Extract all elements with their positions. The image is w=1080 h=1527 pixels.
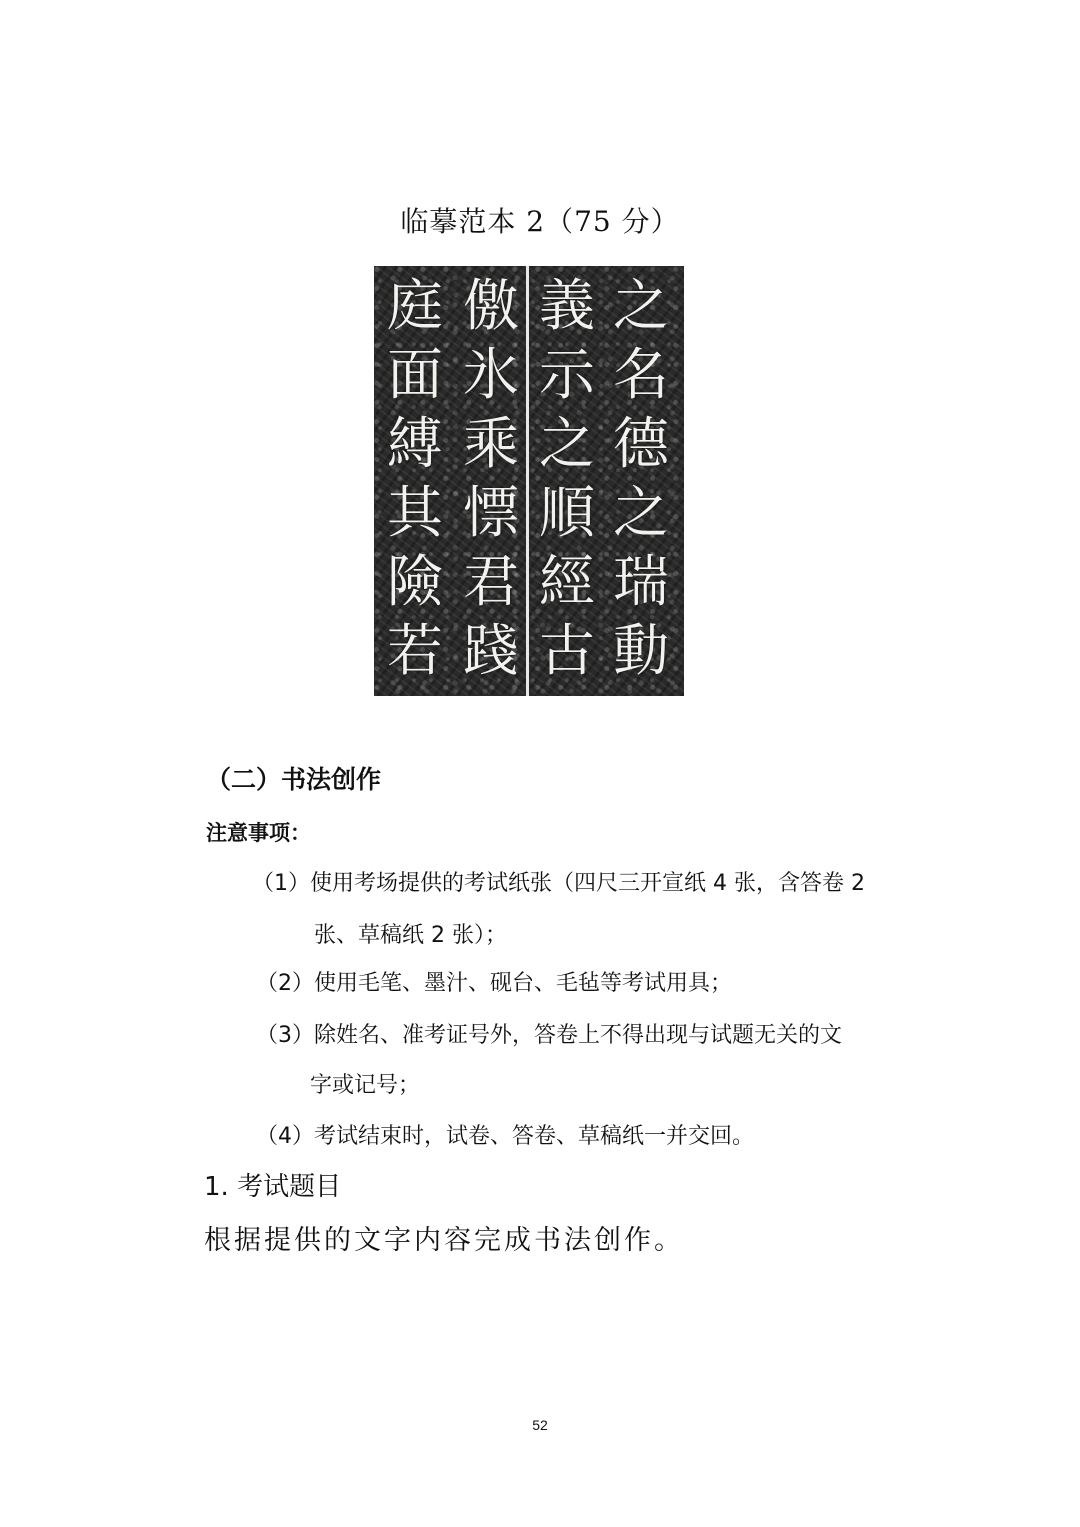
rubbing-character: 瑞 [613,550,669,615]
rubbing-character: 之 [539,412,595,477]
page-number: 52 [532,1417,548,1433]
rubbing-character: 險 [387,550,443,615]
calligraphy-rubbing-image [374,266,684,696]
rubbing-character: 動 [613,619,669,684]
rubbing-column-4 [378,272,452,686]
note-item-2: （2）使用毛笔、墨汁、砚台、毛毡等考试用具； [256,971,732,996]
rubbing-character: 儌 [463,274,519,339]
rubbing-character: 其 [387,481,443,546]
rubbing-character: 氷 [463,343,519,408]
rubbing-character: 名 [613,343,669,408]
rubbing-character: 經 [539,550,595,615]
note-item-3: （3）除姓名、准考证号外，答卷上不得出现与试题无关的文 [256,1023,842,1048]
note-item-1-continued: 张、草稿纸 2 张）； [314,923,507,948]
rubbing-character: 若 [387,619,443,684]
rubbing-character: 古 [539,619,595,684]
rubbing-character: 君 [463,550,519,615]
note-item-3-continued: 字或记号； [310,1073,421,1098]
rubbing-character: 德 [613,412,669,477]
rubbing-character: 示 [539,343,595,408]
rubbing-character: 之 [613,274,669,339]
rubbing-column-1 [604,272,678,686]
rubbing-column-2 [530,272,604,686]
rubbing-character: 乘 [463,412,519,477]
rubbing-column-3 [454,272,528,686]
rubbing-character: 順 [539,481,595,546]
note-item-1: （1）使用考场提供的考试纸张（四尺三开宣纸 4 张，含答卷 2 [252,871,865,896]
question-text: 根据提供的文字内容完成书法创作。 [204,1225,684,1256]
rubbing-character: 面 [387,343,443,408]
rubbing-character: 踐 [463,619,519,684]
section-heading: （二）书法创作 [206,765,382,794]
rubbing-character: 義 [539,274,595,339]
rubbing-character: 之 [613,481,669,546]
notes-heading: 注意事项： [206,821,311,845]
question-heading: 1. 考试题目 [204,1172,342,1202]
page-title: 临摹范本 2（75 分） [400,205,680,238]
note-item-4: （4）考试结束时，试卷、答卷、草稿纸一并交回。 [256,1124,754,1149]
rubbing-character: 慓 [463,481,519,546]
rubbing-character: 庭 [387,274,443,339]
rubbing-character: 縛 [387,412,443,477]
